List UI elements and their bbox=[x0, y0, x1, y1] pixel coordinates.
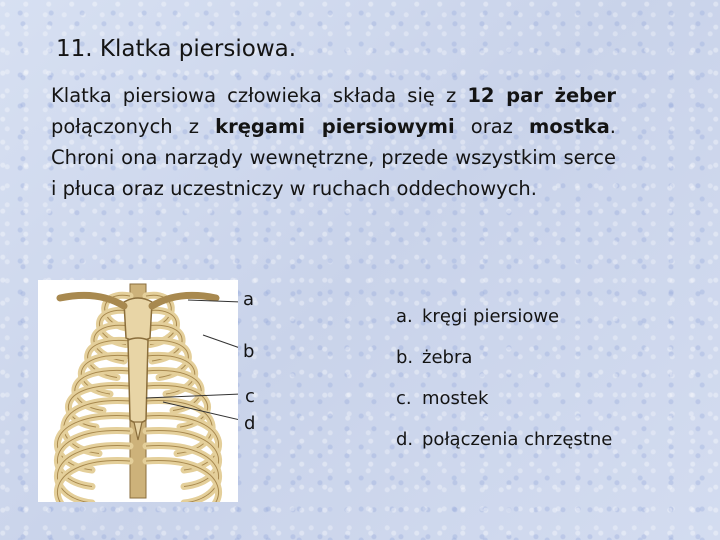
figure-label-a: a bbox=[243, 289, 255, 310]
slide-title: 11. Klatka piersiowa. bbox=[56, 36, 297, 62]
paragraph-run: oraz bbox=[454, 115, 530, 138]
figure-label-b: b bbox=[243, 341, 255, 362]
paragraph-run: połączonych z bbox=[51, 115, 216, 138]
legend-item bbox=[396, 388, 612, 429]
leader-line-c bbox=[146, 394, 238, 398]
legend-marker: b. bbox=[396, 347, 414, 368]
sternum-manubrium bbox=[124, 298, 152, 341]
legend-marker: c. bbox=[396, 388, 412, 409]
legend-text: kręgi piersiowe bbox=[422, 306, 560, 327]
paragraph-run: . Chroni ona narządy wewnętrzne, przede wszystkim serce i płuca oraz uczestniczy w ruchach oddechowych. bbox=[51, 115, 616, 200]
legend-item bbox=[396, 347, 612, 388]
legend-text: żebra bbox=[422, 347, 473, 368]
paragraph-run-bold: 12 par żeber bbox=[467, 84, 616, 107]
legend-text: połączenia chrzęstne bbox=[422, 429, 613, 450]
legend-marker: a. bbox=[396, 306, 413, 327]
figure-label-c: c bbox=[245, 386, 255, 407]
figure-label-d: d bbox=[244, 413, 256, 434]
slide-paragraph bbox=[51, 80, 616, 204]
legend-item bbox=[396, 429, 612, 470]
legend-marker: d. bbox=[396, 429, 414, 450]
paragraph-run-bold: mostka bbox=[529, 115, 610, 138]
paragraph-run-bold: kręgami piersiowymi bbox=[215, 115, 455, 138]
paragraph-run: Klatka piersiowa człowieka składa się z bbox=[51, 84, 468, 107]
rib-cage-illustration bbox=[38, 280, 238, 502]
sternum-body bbox=[128, 338, 148, 423]
legend-text: mostek bbox=[422, 388, 489, 409]
legend-list bbox=[396, 306, 612, 470]
legend-item bbox=[396, 306, 612, 347]
rib-cage-drawing bbox=[38, 280, 238, 502]
leader-line-b bbox=[203, 335, 238, 348]
